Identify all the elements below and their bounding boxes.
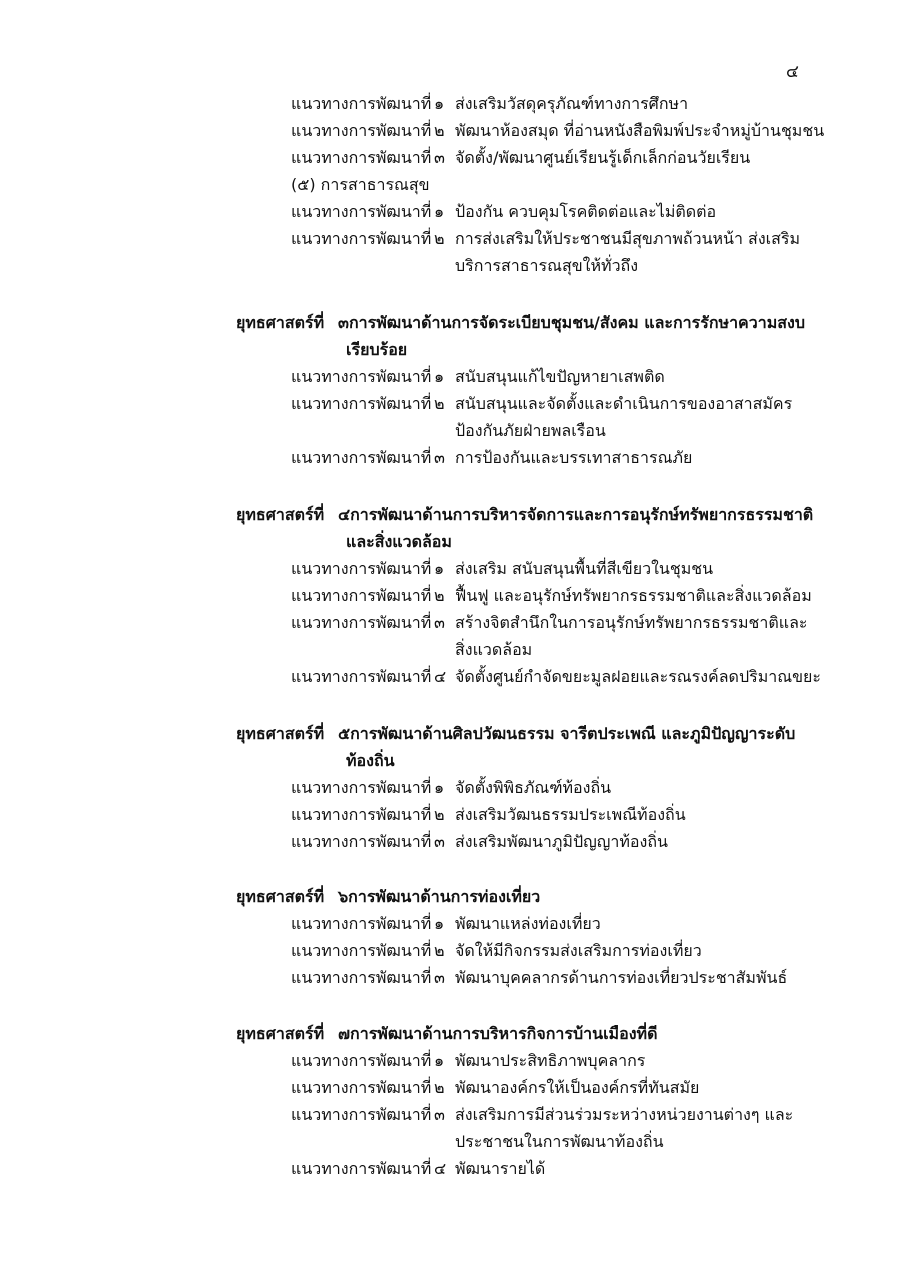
guideline-label: แนวทางการพัฒนาที่ xyxy=(291,613,432,632)
guideline-number: ๔ xyxy=(434,1159,447,1178)
guideline-label: แนวทางการพัฒนาที่ xyxy=(291,394,432,413)
guideline-text: พัฒนารายได้ xyxy=(455,1159,546,1178)
guideline-number: ๓ xyxy=(434,1105,445,1124)
guideline-number: ๒ xyxy=(434,394,445,413)
guideline-number: ๑ xyxy=(434,914,445,933)
strategy-title: ๓การพัฒนาด้านการจัดระเบียบชุมชน/สังคม และการรักษาความสงบ xyxy=(338,313,805,332)
guideline-text: จัดให้มีกิจกรรมส่งเสริมการท่องเที่ยว xyxy=(455,941,702,960)
guideline-number: ๔ xyxy=(434,667,447,686)
guideline-number: ๑ xyxy=(434,559,445,578)
guideline-number: ๓ xyxy=(434,832,445,851)
strategy-label: ยุทธศาสตร์ที่ xyxy=(236,887,325,906)
strategy-label: ยุทธศาสตร์ที่ xyxy=(236,1024,325,1043)
guideline-text: ป้องกัน ควบคุมโรคติดต่อและไม่ติดต่อ xyxy=(455,202,717,221)
guideline-text: จัดตั้งศูนย์กำจัดขยะมูลฝอยและรณรงค์ลดปริมาณขยะ xyxy=(455,667,821,686)
guideline-text-continued: ป้องกันภัยฝ่ายพลเรือน xyxy=(455,421,606,440)
guideline-text: ฟื้นฟู และอนุรักษ์ทรัพยากรธรรมชาติและสิ่งแวดล้อม xyxy=(455,586,812,605)
guideline-label: แนวทางการพัฒนาที่ xyxy=(291,229,432,248)
guideline-text: สร้างจิตสำนึกในการอนุรักษ์ทรัพยากรธรรมชาติและ xyxy=(455,613,808,632)
guideline-label: แนวทางการพัฒนาที่ xyxy=(291,448,432,467)
guideline-number: ๑ xyxy=(434,367,445,386)
strategy-label: ยุทธศาสตร์ที่ xyxy=(236,313,325,332)
guideline-number: ๒ xyxy=(434,121,445,140)
strategy-title-continued: เรียบร้อย xyxy=(346,340,408,359)
guideline-label: แนวทางการพัฒนาที่ xyxy=(291,667,432,686)
guideline-label: แนวทางการพัฒนาที่ xyxy=(291,148,432,167)
guideline-text: การป้องกันและบรรเทาสาธารณภัย xyxy=(455,448,693,467)
guideline-text: พัฒนาองค์กรให้เป็นองค์กรที่ทันสมัย xyxy=(455,1078,700,1097)
guideline-text: ส่งเสริมพัฒนาภูมิปัญญาท้องถิ่น xyxy=(455,832,668,851)
guideline-label: แนวทางการพัฒนาที่ xyxy=(291,559,432,578)
strategy-title-continued: ท้องถิ่น xyxy=(346,751,395,770)
strategy-title-continued: และสิ่งแวดล้อม xyxy=(346,532,452,551)
guideline-label: แนวทางการพัฒนาที่ xyxy=(291,367,432,386)
guideline-text: ส่งเสริมการมีส่วนร่วมระหว่างหน่วยงานต่างๆ และ xyxy=(455,1105,794,1124)
guideline-text-continued: สิ่งแวดล้อม xyxy=(455,640,533,659)
guideline-text: พัฒนาประสิทธิภาพบุคลากร xyxy=(455,1051,646,1070)
guideline-label: แนวทางการพัฒนาที่ xyxy=(291,914,432,933)
guideline-number: ๓ xyxy=(434,968,445,987)
guideline-number: ๓ xyxy=(434,448,445,467)
guideline-label: แนวทางการพัฒนาที่ xyxy=(291,121,432,140)
guideline-label: แนวทางการพัฒนาที่ xyxy=(291,832,432,851)
strategy-title: ๗การพัฒนาด้านการบริหารกิจการบ้านเมืองที่ดี xyxy=(338,1024,658,1043)
guideline-label: แนวทางการพัฒนาที่ xyxy=(291,805,432,824)
guideline-number: ๑ xyxy=(434,778,445,797)
public-health-heading: (๕) การสาธารณสุข xyxy=(291,175,430,194)
guideline-number: ๒ xyxy=(434,1078,445,1097)
guideline-number: ๓ xyxy=(434,613,445,632)
guideline-text: พัฒนาบุคคลากรด้านการท่องเที่ยวประชาสัมพันธ์ xyxy=(455,968,788,987)
guideline-label: แนวทางการพัฒนาที่ xyxy=(291,94,432,113)
strategy-title: ๔การพัฒนาด้านการบริหารจัดการและการอนุรักษ์ทรัพยากรธรรมชาติ xyxy=(338,505,814,524)
guideline-text: ส่งเสริมวัสดุครุภัณฑ์ทางการศึกษา xyxy=(455,94,689,113)
guideline-number: ๒ xyxy=(434,805,445,824)
guideline-label: แนวทางการพัฒนาที่ xyxy=(291,1159,432,1178)
guideline-text: สนับสนุนแก้ไขปัญหายาเสพติด xyxy=(455,367,665,386)
strategy-title: ๖การพัฒนาด้านการท่องเที่ยว xyxy=(338,887,541,906)
guideline-number: ๑ xyxy=(434,1051,445,1070)
strategy-title: ๕การพัฒนาด้านศิลปวัฒนธรรม จารีตประเพณี และภูมิปัญญาระดับ xyxy=(338,724,796,743)
guideline-text: สนับสนุนและจัดตั้งและดำเนินการของอาสาสมัคร xyxy=(455,394,793,413)
guideline-text: ส่งเสริม สนับสนุนพื้นที่สีเขียวในชุมชน xyxy=(455,559,714,578)
guideline-label: แนวทางการพัฒนาที่ xyxy=(291,778,432,797)
strategy-label: ยุทธศาสตร์ที่ xyxy=(236,505,325,524)
guideline-number: ๒ xyxy=(434,586,445,605)
guideline-text: พัฒนาห้องสมุด ที่อ่านหนังสือพิมพ์ประจำหมู่บ้านชุมชน xyxy=(455,121,825,140)
guideline-label: แนวทางการพัฒนาที่ xyxy=(291,941,432,960)
guideline-text: ส่งเสริมวัฒนธรรมประเพณีท้องถิ่น xyxy=(455,805,686,824)
guideline-text: จัดตั้ง/พัฒนาศูนย์เรียนรู้เด็กเล็กก่อนวัยเรียน xyxy=(455,148,751,167)
guideline-label: แนวทางการพัฒนาที่ xyxy=(291,968,432,987)
guideline-text-continued: ประชาชนในการพัฒนาท้องถิ่น xyxy=(455,1132,664,1151)
guideline-number: ๓ xyxy=(434,148,445,167)
guideline-label: แนวทางการพัฒนาที่ xyxy=(291,1051,432,1070)
guideline-text: การส่งเสริมให้ประชาชนมีสุขภาพถ้วนหน้า ส่งเสริม xyxy=(455,229,801,248)
guideline-label: แนวทางการพัฒนาที่ xyxy=(291,1105,432,1124)
page-number: ๔ xyxy=(786,62,799,82)
guideline-number: ๑ xyxy=(434,94,445,113)
guideline-number: ๑ xyxy=(434,202,445,221)
guideline-label: แนวทางการพัฒนาที่ xyxy=(291,586,432,605)
guideline-text: พัฒนาแหล่งท่องเที่ยว xyxy=(455,914,601,933)
guideline-text: จัดตั้งพิพิธภัณฑ์ท้องถิ่น xyxy=(455,778,612,797)
guideline-label: แนวทางการพัฒนาที่ xyxy=(291,202,432,221)
strategy-label: ยุทธศาสตร์ที่ xyxy=(236,724,325,743)
guideline-number: ๒ xyxy=(434,941,445,960)
guideline-text-continued: บริการสาธารณสุขให้ทั่วถึง xyxy=(455,256,639,275)
guideline-number: ๒ xyxy=(434,229,445,248)
guideline-label: แนวทางการพัฒนาที่ xyxy=(291,1078,432,1097)
